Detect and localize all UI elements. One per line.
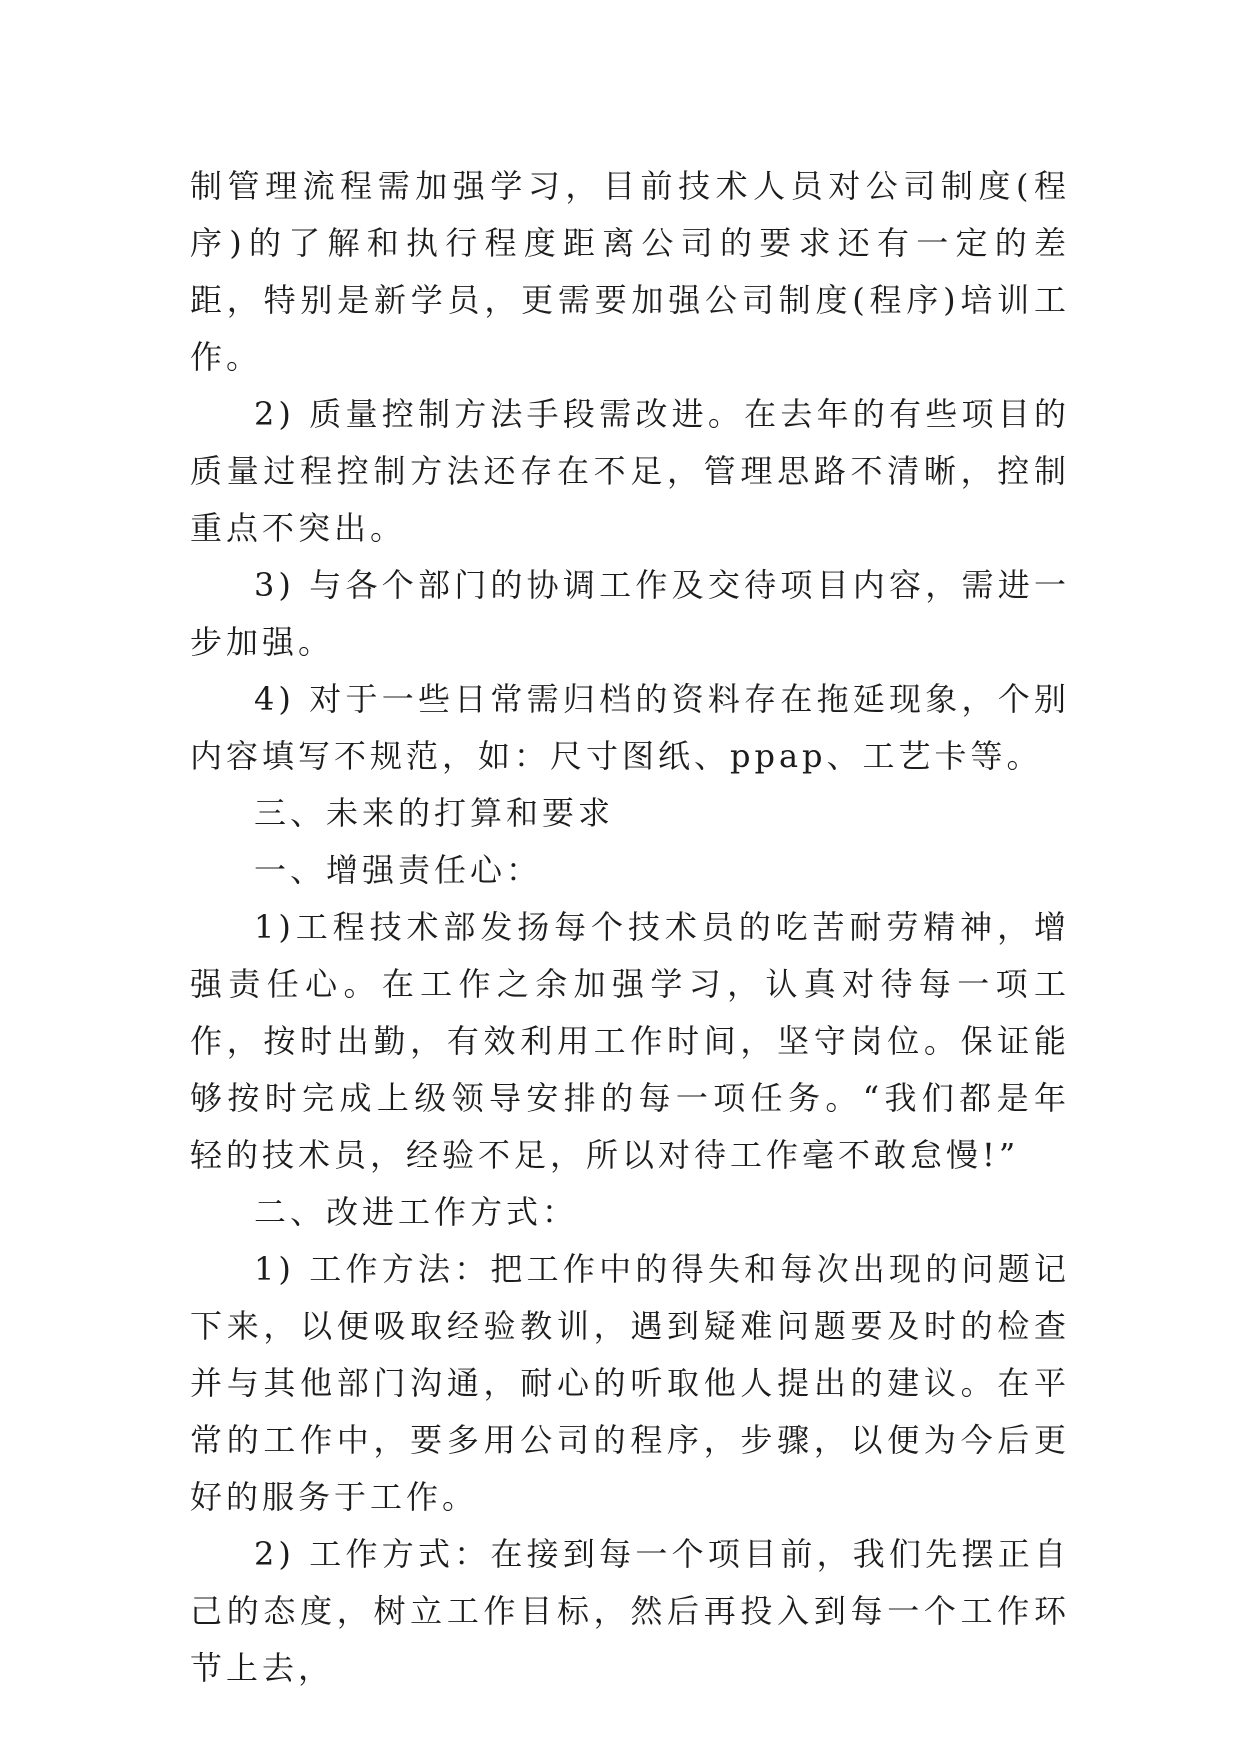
subheading-work-methods: 二、改进工作方式： (254, 1193, 579, 1231)
paragraph-work-method-2: 2) 工作方式：在接到每一个项目前，我们先摆正自己的态度，树立工作目标，然后再投入到每一个工作环节上去， (190, 1535, 1070, 1687)
document-body (190, 158, 1070, 1697)
paragraph-work-method-1: 1) 工作方法：把工作中的得失和每次出现的问题记下来，以便吸取经验教训，遇到疑难问题要及时的检查并与其他部门沟通，耐心的听取他人提出的建议。在平常的工作中，要多用公司的程序，步骤，以便为今后更好的服务于工作。 (190, 1250, 1070, 1516)
paragraph-responsibility-1: 1)工程技术部发扬每个技术员的吃苦耐劳精神，增强责任心。在工作之余加强学习，认真对待每一项工作，按时出勤，有效利用工作时间，坚守岗位。保证能够按时完成上级领导安排的每一项任务。“我们都是年轻的技术员，经验不足，所以对待工作毫不敢怠慢!” (190, 908, 1070, 1174)
paragraph-issue-4: 4) 对于一些日常需归档的资料存在拖延现象，个别内容填写不规范，如：尺寸图纸、ppap、工艺卡等。 (190, 680, 1070, 775)
subheading-responsibility: 一、增强责任心： (254, 851, 543, 889)
paragraph-intro-continuation: 制管理流程需加强学习，目前技术人员对公司制度(程序)的了解和执行程度距离公司的要求还有一定的差距，特别是新学员，更需要加强公司制度(程序)培训工作。 (190, 167, 1070, 376)
paragraph-issue-3: 3) 与各个部门的协调工作及交待项目内容，需进一步加强。 (190, 566, 1070, 661)
section-heading-future-plans: 三、未来的打算和要求 (254, 794, 615, 832)
paragraph-issue-2: 2) 质量控制方法手段需改进。在去年的有些项目的质量过程控制方法还存在不足，管理思路不清晰，控制重点不突出。 (190, 395, 1070, 547)
